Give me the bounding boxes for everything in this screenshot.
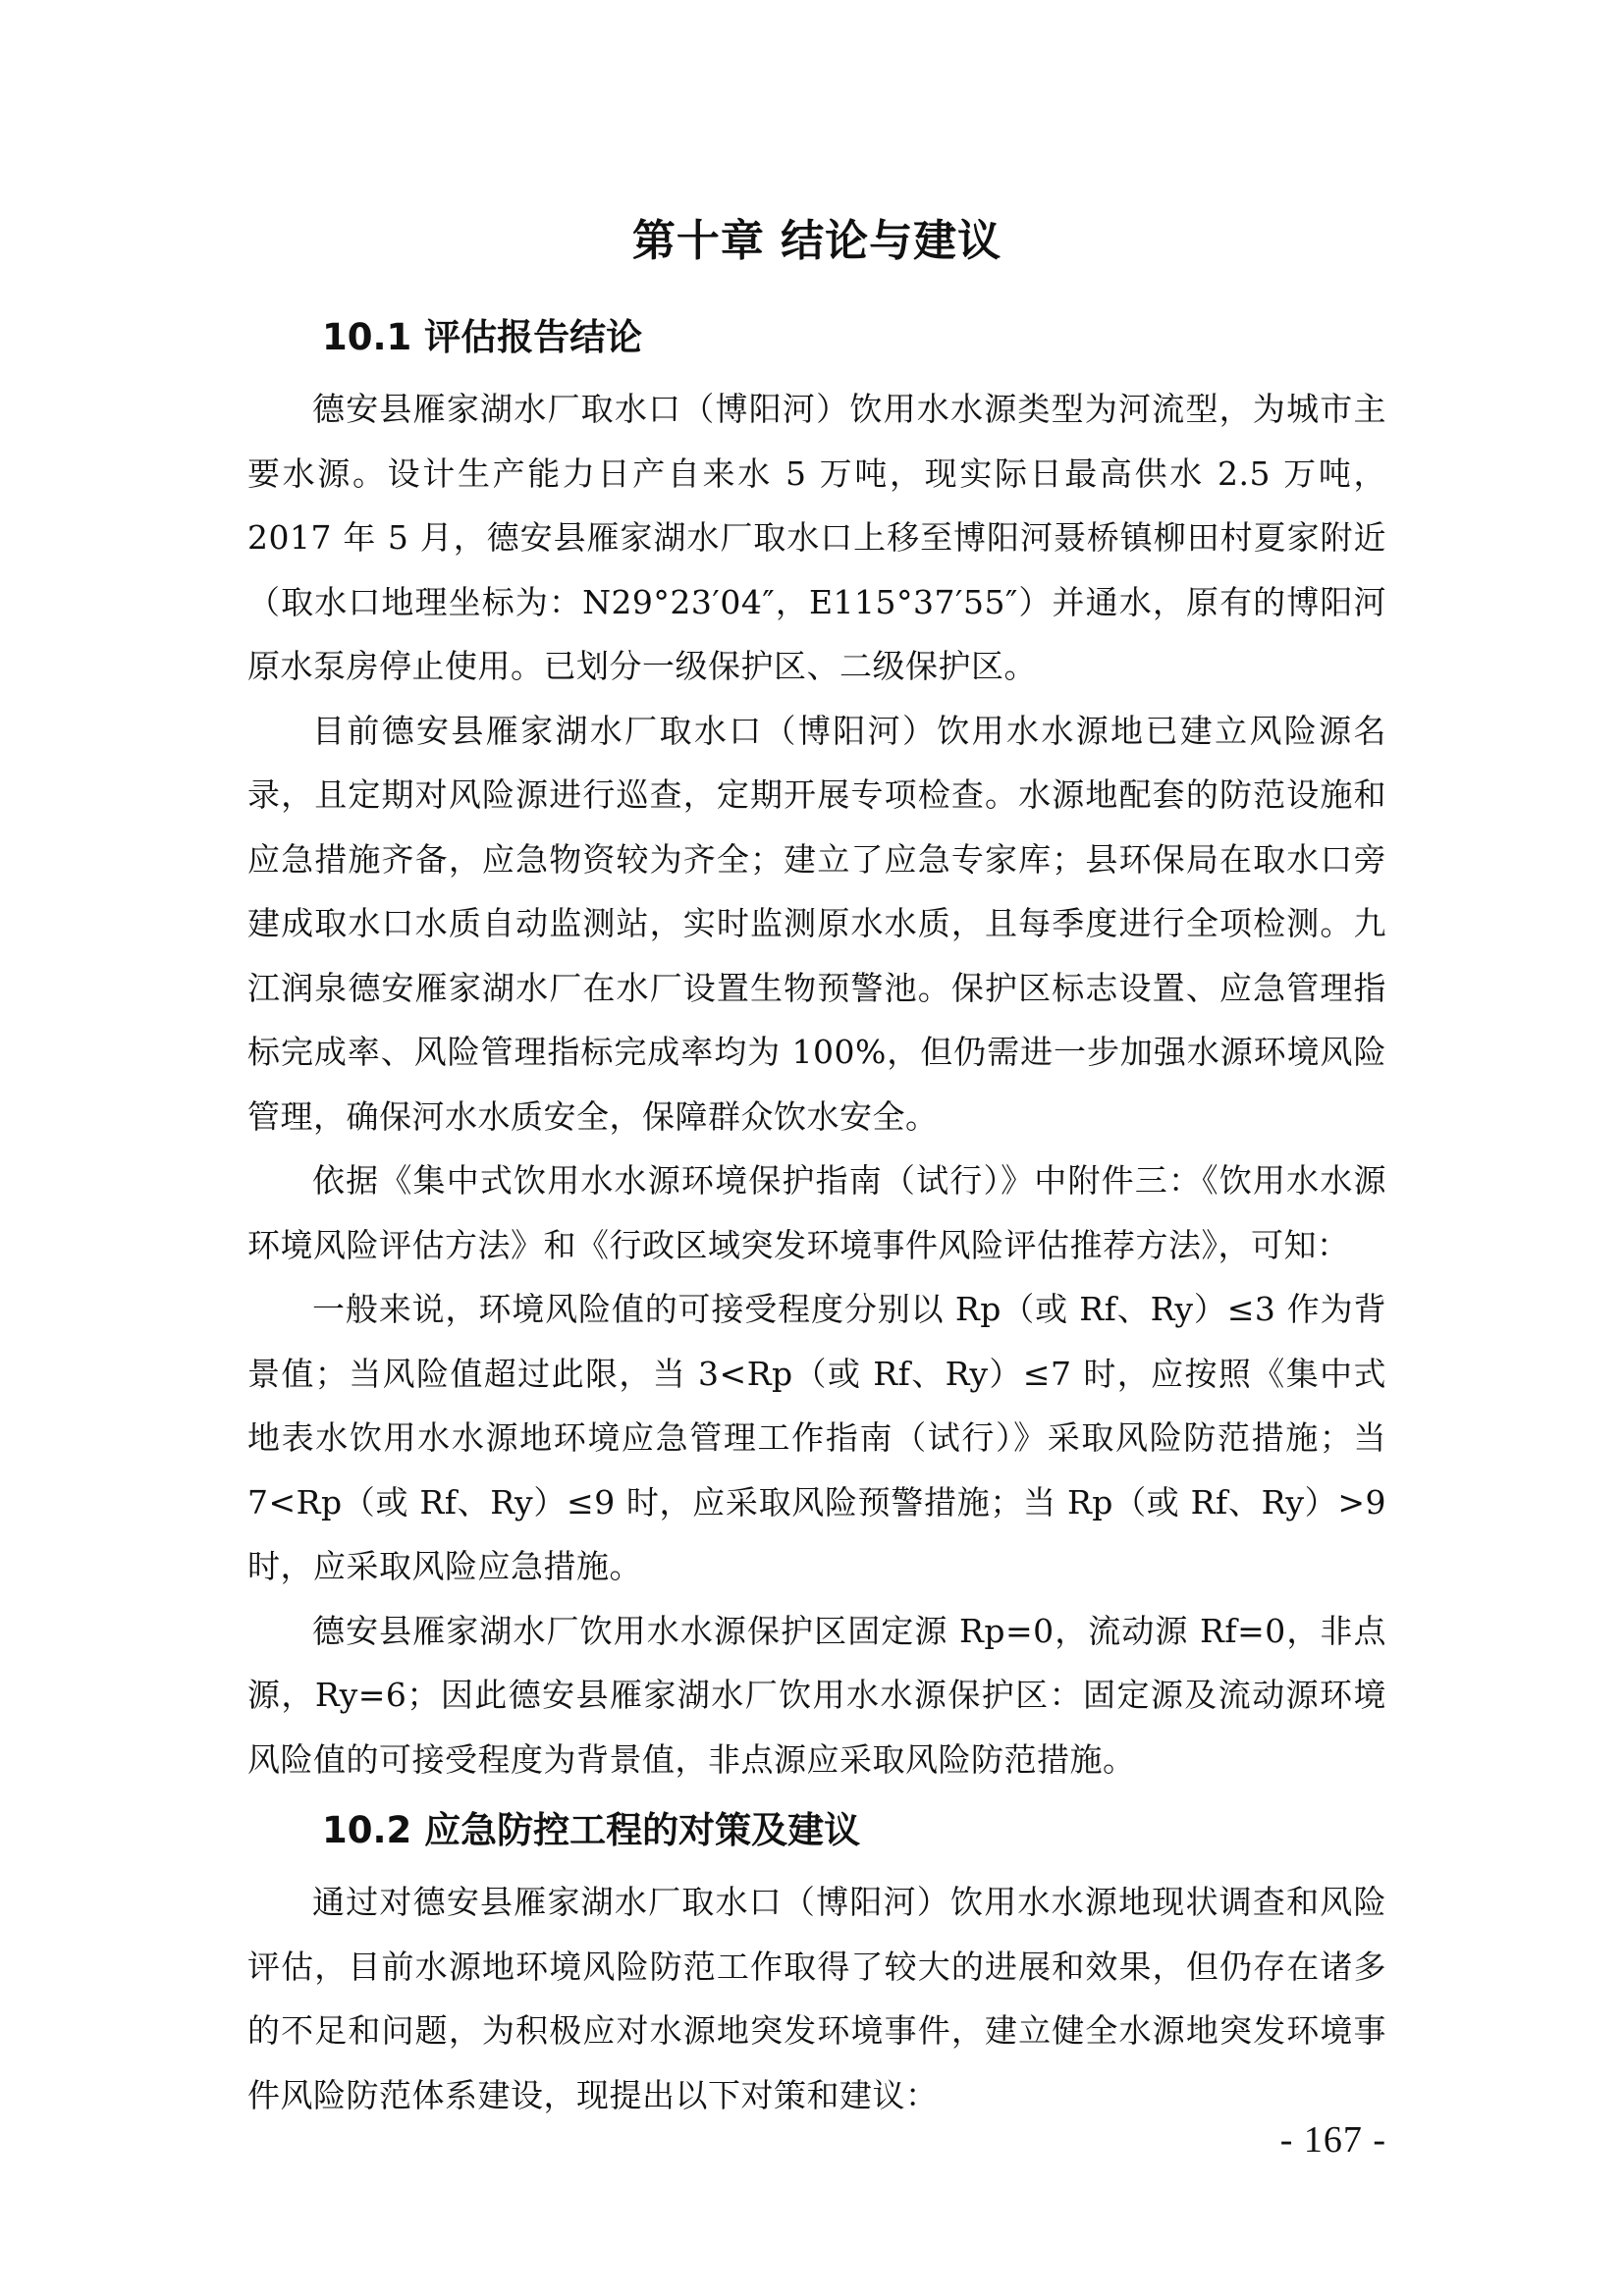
paragraph: 目前德安县雁家湖水厂取水口（博阳河）饮用水水源地已建立风险源名录，且定期对风险源进行巡查，定期开展专项检查。水源地配套的防范设施和应急措施齐备，应急物资较为齐全；建立了应急专家库；县环保局在取水口旁建成取水口水质自动监测站，实时监测原水水质，且每季度进行全项检测。九江润泉德安雁家湖水厂在水厂设置生物预警池。保护区标志设置、应急管理指标完成率、风险管理指标完成率均为 100%，但仍需进一步加强水源环境风险管理，确保河水水质安全，保障群众饮水安全。 (247, 711, 1386, 1136)
paragraph: 依据《集中式饮用水水源环境保护指南（试行）》中附件三：《饮用水水源环境风险评估方法》和《行政区域突发环境事件风险评估推荐方法》，可知： (247, 1161, 1386, 1264)
paragraph: 德安县雁家湖水厂取水口（博阳河）饮用水水源类型为河流型，为城市主要水源。设计生产能力日产自来水 5 万吨，现实际日最高供水 2.5 万吨，2017 年 5 月，德安县雁家湖水厂取水口上移至博阳河聂桥镇柳田村夏家附近（取水口地理坐标为：N29°23′04″，E115°37′55″）并通水，原有的博阳河原水泵房停止使用。已划分一级保护区、二级保护区。 (247, 390, 1386, 685)
chapter-title: 第十章 结论与建议 (631, 216, 1002, 266)
document-page (247, 206, 1386, 2127)
paragraph: 一般来说，环境风险值的可接受程度分别以 Rp（或 Rf、Ry）≤3 作为背景值；当风险值超过此限，当 3<Rp（或 Rf、Ry）≤7 时，应按照《集中式地表水饮用水水源地环境应急管理工作指南（试行）》采取风险防范措施；当 7<Rp（或 Rf、Ry）≤9 时，应采取风险预警措施；当 Rp（或 Rf、Ry）>9 时，应采取风险应急措施。 (247, 1290, 1386, 1585)
paragraph: 德安县雁家湖水厂饮用水水源保护区固定源 Rp=0，流动源 Rf=0，非点源，Ry=6；因此德安县雁家湖水厂饮用水水源保护区：固定源及流动源环境风险值的可接受程度为背景值，非点源应采取风险防范措施。 (247, 1611, 1386, 1779)
section-heading-10-1: 10.1 评估报告结论 (322, 316, 643, 358)
paragraph: 通过对德安县雁家湖水厂取水口（博阳河）饮用水水源地现状调查和风险评估，目前水源地环境风险防范工作取得了较大的进展和效果，但仍存在诸多的不足和问题，为积极应对水源地突发环境事件，建立健全水源地突发环境事件风险防范体系建设，现提出以下对策和建议： (247, 1883, 1386, 2114)
section-heading-10-2: 10.2 应急防控工程的对策及建议 (322, 1809, 861, 1851)
page-number: - 167 - (1279, 2119, 1386, 2161)
